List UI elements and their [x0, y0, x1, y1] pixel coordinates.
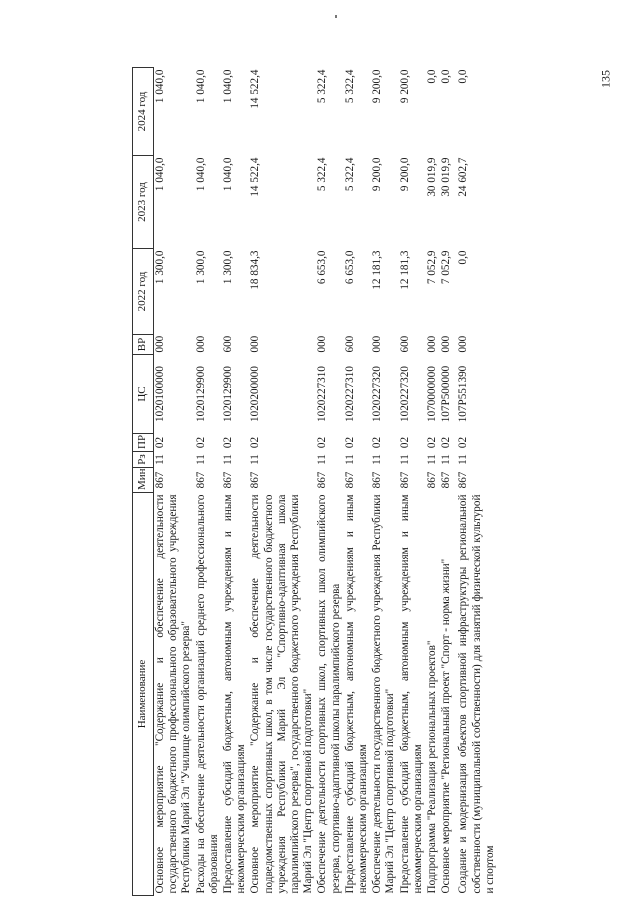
- row-2022: 1 300,0: [154, 250, 166, 285]
- row-2024: 1 040,0: [222, 69, 235, 104]
- row-vr: 000: [440, 335, 453, 353]
- table-header-row: [133, 68, 154, 896]
- row-vr: 000: [371, 335, 384, 353]
- row-name: Предоставление субсидий бюджетным, автономным учреждениям и иным некоммерческим организациям: [398, 494, 424, 894]
- row-min: 867: [316, 471, 329, 489]
- header-2023: 2023 год: [133, 156, 154, 249]
- table-row: [249, 68, 316, 896]
- row-vr: 000: [316, 335, 329, 353]
- row-name: Подпрограмма "Реализация региональных проектов": [426, 640, 439, 894]
- row-min: 867: [398, 471, 411, 489]
- row-cs: 107P551390: [457, 365, 470, 423]
- row-2024: 5 322,4: [343, 69, 356, 104]
- rotated-table-region: [132, 68, 592, 896]
- row-cs: 107P500000: [440, 365, 453, 423]
- row-min: 867: [249, 471, 262, 489]
- row-vr: 000: [426, 335, 439, 353]
- row-rz: 11: [194, 454, 207, 465]
- table-row: [454, 68, 498, 896]
- table-row: [344, 68, 371, 896]
- row-cs: 1020129900: [222, 366, 235, 422]
- row-2022: 6 653,0: [343, 250, 356, 285]
- row-2024: 9 200,0: [398, 69, 411, 104]
- row-min: 867: [371, 471, 384, 489]
- table-row: [426, 68, 440, 896]
- row-2023: 1 040,0: [154, 157, 166, 192]
- row-rz: 11: [249, 454, 262, 465]
- row-name: Основное мероприятие "Содержание и обеспечение деятельности подведомственных спортивных школ, в том числе государственного бюджетного учреждения Республики Марий Эл "Спортивно-адаптивная школа паралимпийского резерва", государственного бюджетного учреждения Республики Марий Эл "Центр спортивной подготовки": [249, 494, 315, 894]
- header-vr: ВР: [133, 335, 154, 355]
- row-2024: 0,0: [457, 69, 470, 84]
- table-row: [440, 68, 454, 896]
- row-2022: 1 300,0: [222, 250, 235, 285]
- row-2022: 7 052,9: [440, 250, 453, 285]
- row-2022: 1 300,0: [194, 250, 207, 285]
- row-vr: 000: [249, 335, 262, 353]
- header-pr: ПР: [133, 434, 154, 452]
- row-vr: 600: [222, 335, 235, 353]
- row-rz: 11: [457, 454, 470, 465]
- row-2023: 24 602,7: [457, 157, 470, 197]
- table-row: [195, 68, 222, 896]
- row-2023: 9 200,0: [398, 157, 411, 192]
- row-2024: 5 322,4: [316, 69, 329, 104]
- row-2024: 0,0: [426, 69, 439, 84]
- row-name: Предоставление субсидий бюджетным, автономным учреждениям и иным некоммерческим организациям: [222, 494, 248, 894]
- row-2023: 5 322,4: [316, 157, 329, 192]
- page-number: 135: [598, 70, 613, 88]
- header-name: Наименование: [133, 493, 154, 896]
- table-row: [316, 68, 343, 896]
- row-min: 867: [343, 471, 356, 489]
- row-2023: 9 200,0: [371, 157, 384, 192]
- row-rz: 11: [154, 454, 166, 465]
- row-cs: 1020227310: [316, 366, 329, 422]
- row-min: 867: [194, 471, 207, 489]
- row-rz: 11: [426, 454, 439, 465]
- row-2023: 14 522,4: [249, 157, 262, 197]
- row-pr: 02: [457, 436, 470, 449]
- row-2022: 12 181,3: [398, 250, 411, 290]
- row-pr: 02: [440, 436, 453, 449]
- row-2022: 6 653,0: [316, 250, 329, 285]
- row-min: 867: [154, 471, 166, 489]
- row-pr: 02: [371, 436, 384, 449]
- row-cs: 1020100000: [154, 366, 166, 422]
- row-min: 867: [426, 471, 439, 489]
- row-2024: 0,0: [440, 69, 453, 84]
- row-2023: 5 322,4: [343, 157, 356, 192]
- row-pr: 02: [222, 436, 235, 449]
- row-name: Основное мероприятие "Содержание и обеспечение деятельности государственного бюджетного профессионального образовательного учреждения Республики Марий Эл "Училище олимпийского резерва": [154, 494, 193, 894]
- row-name: Основное мероприятие "Региональный проект "Спорт - норма жизни": [440, 558, 453, 894]
- row-min: 867: [222, 471, 235, 489]
- row-rz: 11: [343, 454, 356, 465]
- row-2023: 1 040,0: [194, 157, 207, 192]
- row-2023: 1 040,0: [222, 157, 235, 192]
- row-name: Создание и модернизация объектов спортивной инфраструктуры региональной собственности (муниципальной собственности) для занятий физической культурой и спортом: [457, 494, 496, 894]
- row-cs: 1020227320: [371, 366, 384, 422]
- row-pr: 02: [316, 436, 329, 449]
- row-rz: 11: [316, 454, 329, 465]
- row-name: Обеспечение деятельности государственного бюджетного учреждения Республики Марий Эл "Центр спортивной подготовки": [371, 494, 397, 894]
- row-min: 867: [457, 471, 470, 489]
- row-cs: 1020200000: [249, 366, 262, 422]
- row-rz: 11: [371, 454, 384, 465]
- header-rz: Рз: [133, 452, 154, 468]
- row-name: Предоставление субсидий бюджетным, автономным учреждениям и иным некоммерческим организациям: [343, 494, 370, 894]
- row-vr: 600: [398, 335, 411, 353]
- table-row: [399, 68, 426, 896]
- row-name: Расходы на обеспечение деятельности организаций среднего профессионального образования: [194, 494, 220, 894]
- row-2022: 18 834,3: [249, 250, 262, 290]
- row-2024: 14 522,4: [249, 69, 262, 109]
- row-2022: 12 181,3: [371, 250, 384, 290]
- row-2023: 30 019,9: [426, 157, 439, 197]
- row-rz: 11: [222, 454, 235, 465]
- scan-speck: [335, 15, 337, 18]
- header-min: Мин: [133, 468, 154, 493]
- row-2023: 30 019,9: [440, 157, 453, 197]
- row-cs: 1020129900: [194, 366, 207, 422]
- row-vr: 000: [154, 335, 166, 353]
- header-2024: 2024 год: [133, 68, 154, 156]
- row-pr: 02: [426, 436, 439, 449]
- row-vr: 000: [194, 335, 207, 353]
- row-cs: 1020227310: [343, 366, 356, 422]
- row-vr: 600: [343, 335, 356, 353]
- table-row: [371, 68, 398, 896]
- row-pr: 02: [398, 436, 411, 449]
- row-name: Обеспечение деятельности спортивных школ, спортивных школ олимпийского резерва, спортивно-адаптивной школы паралимпийского резерва: [316, 494, 342, 894]
- row-pr: 02: [249, 436, 262, 449]
- table-row: [222, 68, 249, 896]
- row-pr: 02: [154, 436, 166, 449]
- header-2022: 2022 год: [133, 249, 154, 335]
- row-2024: 9 200,0: [371, 69, 384, 104]
- row-rz: 11: [440, 454, 453, 465]
- row-2022: 7 052,9: [426, 250, 439, 285]
- budget-table: [132, 67, 498, 896]
- row-pr: 02: [343, 436, 356, 449]
- row-vr: 000: [457, 335, 470, 353]
- row-pr: 02: [194, 436, 207, 449]
- table-row: [154, 68, 195, 896]
- row-cs: 1020227320: [398, 366, 411, 422]
- header-cs: ЦС: [133, 355, 154, 434]
- row-2022: 0,0: [457, 250, 470, 265]
- row-2024: 1 040,0: [194, 69, 207, 104]
- row-rz: 11: [398, 454, 411, 465]
- row-2024: 1 040,0: [154, 69, 166, 104]
- row-cs: 1070000000: [426, 366, 439, 422]
- row-min: 867: [440, 471, 453, 489]
